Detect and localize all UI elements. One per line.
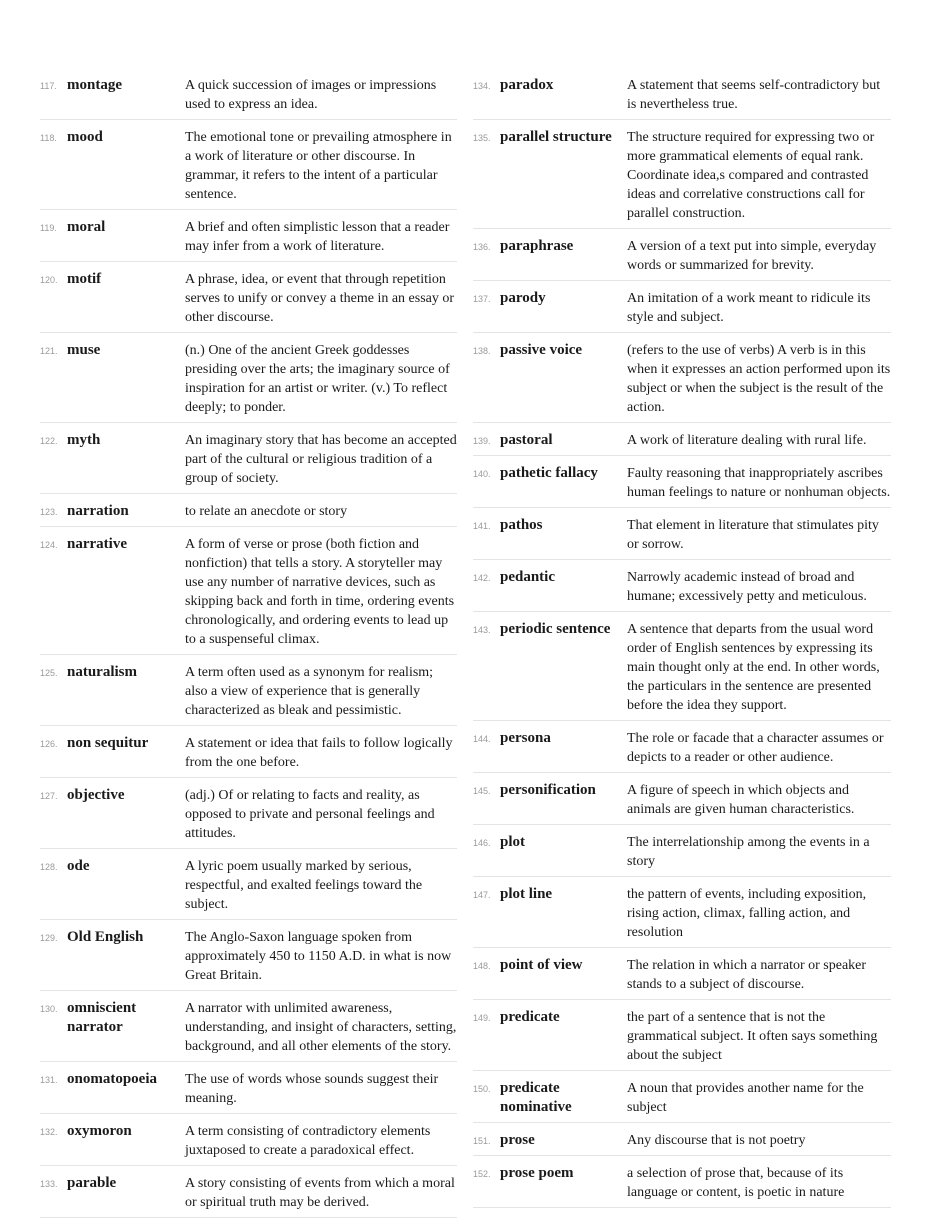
glossary-entry — [473, 74, 891, 120]
entry-definition: A sentence that departs from the usual word order of English sentences by expressing its main thought only at the end. In other words, the particulars in the sentence are presented before the idea they support. — [627, 622, 880, 713]
entry-term: personification — [500, 782, 596, 798]
entry-number: 126. — [40, 739, 58, 749]
entry-term: muse — [67, 342, 101, 358]
glossary-entry — [473, 831, 891, 877]
entry-term: pedantic — [500, 569, 556, 585]
entry-term: pastoral — [500, 432, 553, 448]
entry-term: periodic sentence — [500, 621, 611, 637]
entry-definition: Any discourse that is not poetry — [627, 1133, 806, 1148]
glossary-entry — [473, 1129, 891, 1156]
entry-number: 133. — [40, 1179, 58, 1189]
entry-definition: (refers to the use of verbs) A verb is in this when it expresses an action performed upon its subject or when the subject is the result of the action. — [627, 343, 891, 415]
glossary-entry — [40, 661, 457, 726]
entry-definition: A phrase, idea, or event that through repetition serves to unify or convey a theme in an essay or other discourse. — [185, 272, 455, 325]
entry-number: 128. — [40, 862, 58, 872]
glossary-entry — [40, 74, 457, 120]
glossary-entry — [473, 566, 891, 612]
entry-term: plot line — [500, 886, 553, 902]
entry-term: motif — [67, 271, 102, 287]
glossary-entry — [473, 618, 891, 721]
entry-number: 148. — [473, 961, 491, 971]
entry-term: predicate nominative — [500, 1080, 572, 1115]
glossary-entry — [473, 1006, 891, 1071]
glossary-entry — [473, 1162, 891, 1208]
entry-number: 151. — [473, 1136, 491, 1146]
entry-number: 125. — [40, 668, 58, 678]
entry-number: 122. — [40, 436, 58, 446]
entry-definition: A form of verse or prose (both fiction and nonfiction) that tells a story. A storyteller may use any number of narrative devices, such as skipping back and forth in time, ordering events chronologically, and ordering events to lead up to a suspenseful climax. — [185, 537, 455, 647]
entry-definition: A work of literature dealing with rural life. — [627, 433, 867, 448]
entry-definition: The Anglo-Saxon language spoken from approximately 450 to 1150 A.D. in what is now Great Britain. — [185, 930, 452, 983]
glossary-entry — [473, 235, 891, 281]
entry-term: onomatopoeia — [67, 1071, 157, 1087]
entry-term: naturalism — [67, 664, 138, 680]
entry-number: 132. — [40, 1127, 58, 1137]
entry-number: 143. — [473, 625, 491, 635]
entry-definition: the pattern of events, including exposition, rising action, climax, falling action, and resolution — [627, 887, 867, 940]
entry-term: myth — [67, 432, 101, 448]
glossary-entry — [473, 954, 891, 1000]
glossary-entry — [473, 514, 891, 560]
entry-definition: (adj.) Of or relating to facts and reality, as opposed to private and personal feelings and attitudes. — [185, 788, 435, 841]
glossary-entry — [40, 429, 457, 494]
glossary-column-right — [473, 74, 891, 1214]
entry-term: paradox — [500, 77, 554, 93]
entry-definition: a selection of prose that, because of its language or content, is poetic in nature — [627, 1166, 845, 1200]
entry-number: 147. — [473, 890, 491, 900]
entry-term: prose poem — [500, 1165, 574, 1181]
entry-number: 139. — [473, 436, 491, 446]
entry-definition: A brief and often simplistic lesson that a reader may infer from a work of literature. — [185, 220, 450, 254]
entry-definition: A statement that seems self-contradictory but is nevertheless true. — [627, 78, 881, 112]
entry-number: 118. — [40, 133, 57, 143]
entry-number: 134. — [473, 81, 491, 91]
entry-number: 142. — [473, 573, 491, 583]
entry-definition: A noun that provides another name for the subject — [627, 1081, 864, 1115]
entry-term: pathos — [500, 517, 543, 533]
glossary-entry — [40, 339, 457, 423]
entry-definition: The structure required for expressing two or more grammatical elements of equal rank. Coordinate idea,s compared and contrasted ideas and correlative constructions call for parallel construction. — [627, 130, 875, 221]
entry-number: 144. — [473, 734, 491, 744]
glossary-entry — [473, 883, 891, 948]
entry-definition: The interrelationship among the events in a story — [627, 835, 870, 869]
entry-number: 136. — [473, 242, 491, 252]
glossary-entry — [40, 784, 457, 849]
entry-number: 117. — [40, 81, 57, 91]
entry-number: 150. — [473, 1084, 491, 1094]
entry-definition: The emotional tone or prevailing atmosphere in a work of literature or other discourse. In grammar, it refers to the intent of a particular sentence. — [185, 130, 452, 202]
entry-definition: Narrowly academic instead of broad and humane; excessively petty and meticulous. — [627, 570, 867, 604]
entry-number: 145. — [473, 786, 491, 796]
entry-term: prose — [500, 1132, 535, 1148]
entry-number: 124. — [40, 540, 58, 550]
glossary-entry — [40, 500, 457, 527]
entry-number: 127. — [40, 791, 58, 801]
entry-definition: The relation in which a narrator or speaker stands to a subject of discourse. — [627, 958, 867, 992]
entry-number: 131. — [40, 1075, 58, 1085]
entry-definition: A statement or idea that fails to follow logically from the one before. — [185, 736, 453, 770]
entry-definition: An imaginary story that has become an accepted part of the cultural or religious tradition of a group of society. — [185, 433, 457, 486]
entry-number: 137. — [473, 294, 491, 304]
entry-term: parable — [67, 1175, 117, 1191]
entry-definition: A narrator with unlimited awareness, understanding, and insight of characters, setting, background, and all other elements of the story. — [185, 1001, 457, 1054]
entry-definition: That element in literature that stimulates pity or sorrow. — [627, 518, 879, 552]
entry-number: 121. — [40, 346, 58, 356]
entry-term: point of view — [500, 957, 583, 973]
entry-number: 141. — [473, 521, 491, 531]
entry-definition: to relate an anecdote or story — [185, 504, 348, 519]
entry-number: 146. — [473, 838, 491, 848]
entry-number: 152. — [473, 1169, 491, 1179]
entry-definition: A figure of speech in which objects and animals are given human characteristics. — [627, 783, 855, 817]
entry-number: 149. — [473, 1013, 491, 1023]
entry-term: moral — [67, 219, 106, 235]
entry-definition: A version of a text put into simple, everyday words or summarized for brevity. — [627, 239, 877, 273]
entry-definition: A quick succession of images or impressions used to express an idea. — [185, 78, 437, 112]
glossary-entry — [40, 533, 457, 655]
entry-definition: Faulty reasoning that inappropriately ascribes human feelings to nature or nonhuman objects. — [627, 466, 891, 500]
glossary-entry — [40, 926, 457, 991]
entry-definition: A term often used as a synonym for realism; also a view of experience that is generally characterized as bleak and pessimistic. — [185, 665, 434, 718]
entry-number: 120. — [40, 275, 58, 285]
entry-number: 123. — [40, 507, 58, 517]
glossary-entry — [473, 287, 891, 333]
entry-term: ode — [67, 858, 90, 874]
glossary-entry — [40, 1120, 457, 1166]
entry-term: paraphrase — [500, 238, 574, 254]
entry-term: Old English — [67, 929, 144, 945]
entry-term: oxymoron — [67, 1123, 132, 1139]
entry-term: narrative — [67, 536, 127, 552]
entry-term: persona — [500, 730, 551, 746]
glossary-entry — [40, 268, 457, 333]
entry-term: parody — [500, 290, 546, 306]
entry-term: omniscient narrator — [67, 1000, 137, 1035]
entry-term: objective — [67, 787, 125, 803]
entry-number: 129. — [40, 933, 58, 943]
glossary-entry — [40, 216, 457, 262]
entry-number: 138. — [473, 346, 491, 356]
glossary-entry — [40, 732, 457, 778]
glossary-entry — [40, 126, 457, 210]
glossary-entry — [473, 429, 891, 456]
entry-term: predicate — [500, 1009, 560, 1025]
entry-term: montage — [67, 77, 122, 93]
entry-definition: A story consisting of events from which a moral or spiritual truth may be derived. — [185, 1176, 455, 1210]
entry-number: 119. — [40, 223, 57, 233]
entry-number: 135. — [473, 133, 491, 143]
glossary-entry — [473, 126, 891, 229]
glossary-entry — [40, 997, 457, 1062]
glossary-entry — [473, 339, 891, 423]
entry-definition: An imitation of a work meant to ridicule its style and subject. — [627, 291, 871, 325]
glossary-entry — [40, 855, 457, 920]
entry-definition: The role or facade that a character assumes or depicts to a reader or other audience. — [627, 731, 884, 765]
entry-term: pathetic fallacy — [500, 465, 598, 481]
glossary-entry — [473, 1077, 891, 1123]
entry-definition: A term consisting of contradictory elements juxtaposed to create a paradoxical effect. — [185, 1124, 431, 1158]
glossary-entry — [40, 1172, 457, 1218]
entry-term: parallel structure — [500, 129, 612, 145]
glossary-entry — [473, 462, 891, 508]
entry-term: non sequitur — [67, 735, 149, 751]
entry-definition: the part of a sentence that is not the grammatical subject. It often says something about the subject — [627, 1010, 878, 1063]
entry-number: 130. — [40, 1004, 58, 1014]
entry-definition: A lyric poem usually marked by serious, respectful, and exalted feelings toward the subject. — [185, 859, 423, 912]
glossary-entry — [473, 727, 891, 773]
entry-term: plot — [500, 834, 526, 850]
glossary-entry — [473, 779, 891, 825]
entry-definition: (n.) One of the ancient Greek goddesses presiding over the arts; the imaginary source of inspiration for an artist or writer. (v.) To reflect deeply; to ponder. — [185, 343, 450, 415]
glossary-column-left — [40, 74, 457, 1224]
entry-term: mood — [67, 129, 103, 145]
entry-term: passive voice — [500, 342, 583, 358]
glossary-entry — [40, 1068, 457, 1114]
entry-definition: The use of words whose sounds suggest their meaning. — [185, 1072, 439, 1106]
entry-term: narration — [67, 503, 129, 519]
entry-number: 140. — [473, 469, 491, 479]
